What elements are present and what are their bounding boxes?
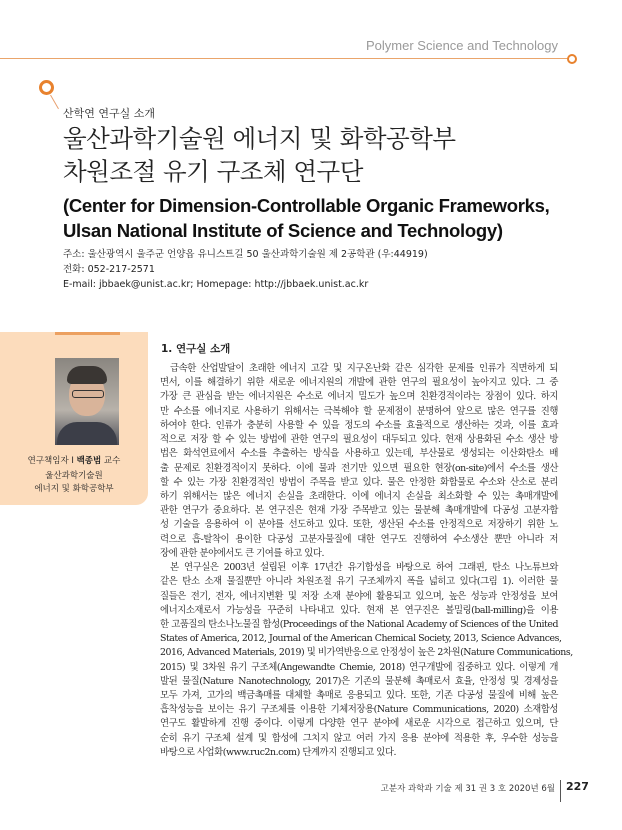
page-number: 227 <box>566 780 589 793</box>
body-line: 적으로 저장 할 수 있는 방법에 관한 연구의 필요성이 대두되고 있다. 현재 상용화된 수소 생산 방 <box>160 434 558 446</box>
body-line: 순히 유기 구조체 설계 및 합성에 그치지 않고 여러 가지 응용 분야에 적용한 후, 우수한 성능을 <box>160 732 558 744</box>
header-rule <box>0 58 568 59</box>
body-line: 법은 화석연료에서 수소를 추출하는 방식을 사용하고 있는데, 부산물로 생성되는 이산화탄소 배 <box>160 448 558 460</box>
body-line: 바탕으로 사업화(www.ruc2n.com) 단계까지 진행되고 있다. <box>160 746 396 758</box>
body-line: 에너지소재로서 가능성을 꾸준히 나타내고 있다. 현재 본 연구진은 볼밀링(ball-milling)을 이용 <box>160 604 558 616</box>
body-line: 발된 물질(Nature Nanotechnology, 2017)은 기존의 물분해 촉매로서 효율, 안정성 및 경제성을 <box>160 675 558 687</box>
body-line: 장에 관한 분야에서도 큰 기여를 하고 있다. <box>160 547 325 559</box>
body-line: 만 수소를 에너지로 사용하기 위해서는 극복해야 할 문제점이 분명하여 앞으로 많은 연구를 진행 <box>160 405 558 417</box>
body-line: 면서, 이를 해결하기 위한 새로운 에너지원의 개발에 관한 연구의 필요성이 높아지고 있다. 그 중 <box>160 377 558 389</box>
body-line: 본 연구실은 2003년 설립된 이후 17년간 유기합성을 바탕으로 하여 그래핀, 탄소 나노튜브와 <box>170 562 558 574</box>
researcher-caption <box>0 454 148 466</box>
circle-ornament-icon <box>39 80 54 95</box>
researcher-affiliation <box>0 470 148 496</box>
body-line: 모두 가져, 고가의 백금촉매를 대체할 촉매로 응용되고 있다. 또한, 기존 다공성 물질에 비해 높은 <box>160 690 558 702</box>
page-title <box>63 122 456 188</box>
ornament-line <box>50 95 59 109</box>
affiliation-line: 에너지 및 화학공학부 <box>34 484 114 494</box>
body-line: 출 문제로 친환경적이지 못하다. 이에 물과 전기만 있으면 필요한 현장(on-site)에서 수소를 생산 <box>160 462 558 474</box>
english-title-line: Ulsan National Institute of Science and Technology) <box>63 220 503 241</box>
title-line: 울산과학기술원 에너지 및 화학공학부 <box>63 124 456 153</box>
researcher-name: 백종범 <box>76 456 102 466</box>
researcher-photo <box>55 358 119 445</box>
body-line: States of America, 2012, Journal of the American Chemical Society, 2013, Science Advances, <box>160 633 562 645</box>
body-line: 가장 큰 관심을 받는 에너지원은 수소로 에너지 밀도가 높으며 친환경적이라는 장점이 있다. 하지 <box>160 391 558 403</box>
contact-info <box>63 247 428 292</box>
body-line: 흡착성능을 보이는 유기 구조체를 이용한 기체저장용(Nature Communications, 2020) 소재합성 <box>160 704 558 716</box>
body-line: 성 기술을 응용하여 이 분야를 선도하고 있다. 또한, 생산된 수소를 안정적으로 저장하기 위한 노 <box>160 519 558 531</box>
body-line: 하여야 한다. 인류가 충분히 사용할 수 있을 정도의 수소를 효율적으로 생산하는 것과, 이를 효과 <box>160 419 558 431</box>
address: 주소: 울산광역시 울주군 언양읍 유니스트길 50 울산과학기술원 제 2공학관 (우:44919) <box>63 249 428 260</box>
body-line: 연구도 활발하게 진행 중이다. 이렇게 다양한 연구 분야에 새로운 시각으로 접근하고 있으며, 단 <box>160 718 558 730</box>
phone: 전화: 052-217-2571 <box>63 264 155 275</box>
body-text <box>160 362 573 760</box>
body-line: 관한 연구가 중요하다. 본 연구진은 현재 가장 주목받고 있는 물분해 촉매개발에 다공성 고분자합 <box>160 505 558 517</box>
section-kicker: 산학연 연구실 소개 <box>63 107 156 120</box>
body-line: 같은 탄소 소재 물질뿐만 아니라 차원조절 유기 구조체까지 폭을 넓히고 있다(그림 1). 이러한 물 <box>160 576 558 588</box>
affiliation-line: 울산과학기술원 <box>45 471 103 481</box>
footer-divider <box>560 780 561 802</box>
body-line: 한 고품질의 탄소나노물질 합성(Proceedings of the National Academy of Sciences of the United <box>160 618 558 630</box>
english-title <box>63 193 549 243</box>
issue-info: 고분자 과학과 기술 제 31 권 3 호 2020년 6월 <box>380 784 555 794</box>
researcher-role: 연구책임자 I <box>27 456 77 466</box>
sidebar-accent-bar <box>55 332 120 335</box>
body-line: 2016, Advanced Materials, 2019) 및 비가역반응으로 안정성이 높은 2차원(Nature Communications, <box>160 647 573 659</box>
body-line: 2015) 및 3차원 유기 구조체(Angewandte Chemie, 2018) 연구개발에 집중하고 있다. 이렇게 개 <box>160 661 558 673</box>
circle-ornament-icon <box>567 54 577 64</box>
body-line: 하기 위해서는 많은 에너지 손실을 초래한다. 이에 에너지 손실을 최소화할 수 있는 촉매개발에 <box>160 490 558 502</box>
body-line: 질들은 전기, 전자, 에너지변환 및 저장 소재 분야에 활용되고 있으며, 높은 성능과 안정성을 보여 <box>160 590 558 602</box>
researcher-title: 교수 <box>101 456 121 466</box>
body-line: 급속한 산업발달이 초래한 에너지 고갈 및 지구온난화 같은 심각한 문제를 인류가 직면하게 되 <box>170 363 558 374</box>
body-line: 할 수 있는 가장 친환경적인 방법이 주목을 받고 있다. 물은 안정한 화합물로 수소와 산소로 분리 <box>160 476 558 488</box>
section-heading: 1. 연구실 소개 <box>161 343 231 355</box>
body-line: 력으로 흡-탈착이 용이한 다공성 고분자물질에 대한 연구도 진행하여 수소생산 뿐만 아니라 저 <box>160 533 558 545</box>
journal-name: Polymer Science and Technology <box>366 38 558 53</box>
english-title-line: (Center for Dimension-Controllable Organic Frameworks, <box>63 195 550 216</box>
email-homepage: E-mail: jbbaek@unist.ac.kr; Homepage: http://jbbaek.unist.ac.kr <box>63 279 369 290</box>
title-line: 차원조절 유기 구조체 연구단 <box>63 157 363 186</box>
